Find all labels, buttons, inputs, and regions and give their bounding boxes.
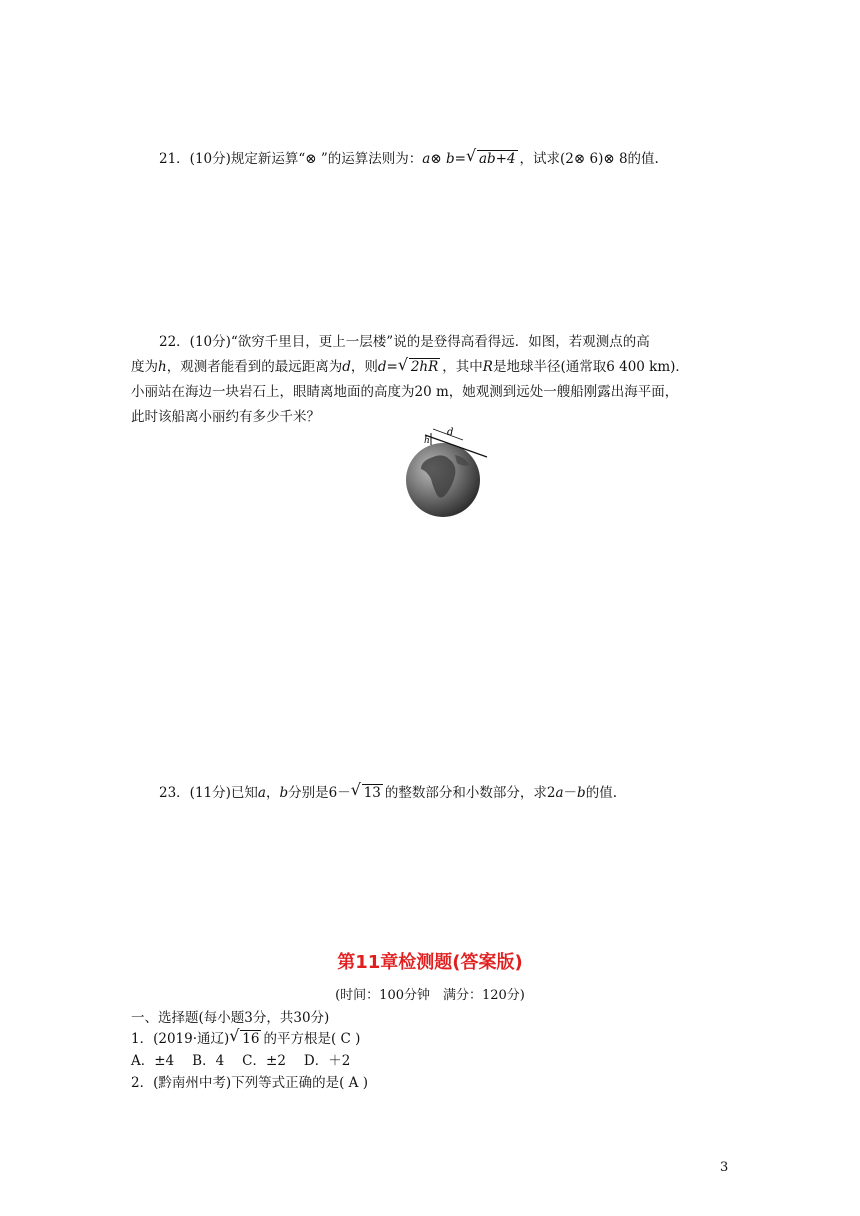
figure-label-d: d <box>447 427 454 438</box>
q21-op: ⊗ <box>430 151 446 167</box>
q21-tail: ，试求(2⊗ 6)⊗ 8的值. <box>519 151 659 167</box>
question-21 <box>159 149 659 169</box>
question-22 <box>131 330 736 430</box>
answer-section-title: 第11章检测题(答案版) <box>337 952 523 973</box>
answer-q1: 1．(2019·通辽)√ 16 的平方根是( C ) <box>131 1029 360 1049</box>
option-d: D．＋2 <box>303 1053 351 1069</box>
q22-radical: √ 2hR <box>400 355 440 380</box>
q21-var-a: a <box>422 151 431 167</box>
earth-globe-figure <box>403 423 493 523</box>
q23-radical: √ 13 <box>353 783 383 803</box>
q21-var-b: b <box>445 151 455 167</box>
q22-line1: 22．(10分)“欲穷千里目，更上一层楼”说的是登得高看得远．如图，若观测点的高 <box>159 334 650 350</box>
q22-line4: 此时该船离小丽约有多少千米？ <box>131 409 320 425</box>
q21-radical: √ ab+4 <box>468 149 518 169</box>
option-a: A．±4 <box>131 1053 175 1069</box>
figure-label-h: h <box>424 436 430 446</box>
q21-head: 21．(10分)规定新运算“⊗ ”的运算法则为： <box>159 151 423 167</box>
answer-q1-options <box>131 1051 350 1071</box>
q1-radical: √ 16 <box>231 1029 261 1049</box>
option-b: B．4 <box>192 1053 225 1069</box>
question-23: 23．(11分)已知a，b分别是6－√ 13 的整数部分和小数部分，求2a－b的值. <box>159 783 617 803</box>
section-1-heading: 一、选择题(每小题3分，共30分) <box>131 1010 330 1026</box>
q22-line3: 小丽站在海边一块岩石上，眼睛离地面的高度为20 m，她观测到远处一艘船刚露出海平面， <box>131 384 679 400</box>
option-c: C．±2 <box>242 1053 286 1069</box>
q22-line2: 度为h，观测者能看到的最远距离为d，则d=√ 2hR ，其中R是地球半径(通常取6 400 km)． <box>131 355 736 380</box>
exam-time-score: (时间：100分钟 满分：120分) <box>335 988 525 1003</box>
q21-eq: = <box>454 151 466 167</box>
page-number: 3 <box>720 1160 729 1175</box>
answer-q2: 2．(黔南州中考)下列等式正确的是( A ) <box>131 1075 368 1091</box>
